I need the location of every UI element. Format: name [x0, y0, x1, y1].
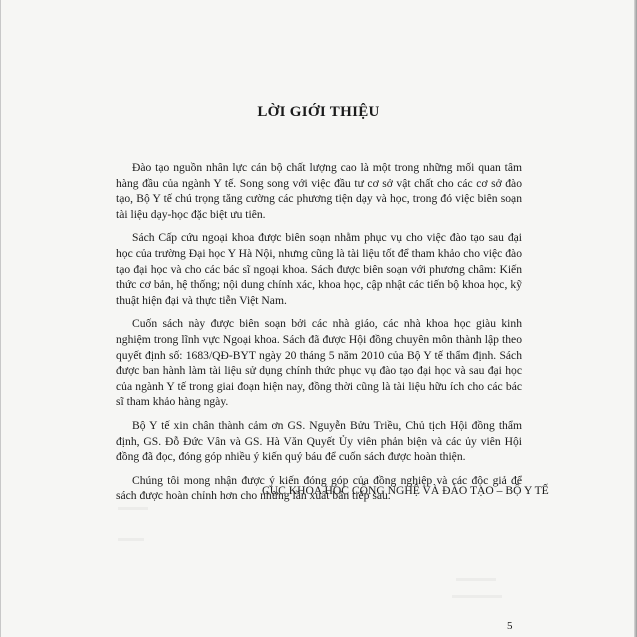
paragraph-4: Bộ Y tế xin chân thành cảm ơn GS. Nguyễn Bửu Triều, Chủ tịch Hội đồng thẩm định, GS. Đỗ Đức Vân và GS. Hà Văn Quyết Ủy viên phản biện và các ủy viên Hội đồng đã đọc, đóng góp nhiều ý kiến quý báu để cuốn sách được hoàn thiện.: [116, 418, 522, 464]
bleed-through-mark: [118, 538, 144, 541]
paragraph-1: Đào tạo nguồn nhân lực cán bộ chất lượng cao là một trong những mối quan tâm hàng đầu của ngành Y tế. Song song với việc đầu tư cơ sở vật chất cho các cơ sở đào tạo, Bộ Y tế chú trọng tăng cường các phương tiện dạy và học, trong đó việc biên soạn tài liệu dạy-học đặc biệt ưu tiên.: [116, 161, 522, 221]
paragraph-2: Sách Cấp cứu ngoại khoa được biên soạn nhằm phục vụ cho việc đào tạo sau đại học của trường Đại học Y Hà Nội, nhưng cũng là tài liệu tốt để tham khảo cho việc đào tạo đại học và cho các bác sĩ ngoại khoa. Sách được biên soạn với phương châm: Kiến thức cơ bản, hệ thống; nội dung chính xác, khoa học, cập nhật các tiến bộ khoa học, kỹ thuật hiện đại và thực tiễn Việt Nam.: [116, 231, 522, 307]
page-edge-left: [0, 0, 1, 637]
bleed-through-mark: [452, 595, 502, 598]
paragraph-5: Chúng tôi mong nhận được ý kiến đóng góp của đồng nghiệp và các độc giả để sách được hoàn chỉnh hơn cho những lần xuất bản tiếp sau.: [116, 473, 522, 503]
signature-line: CỤC KHOA HỌC CÔNG NGHỆ VÀ ĐÀO TẠO – BỘ Y TẾ: [262, 484, 549, 497]
bleed-through-mark: [456, 578, 496, 581]
page-number: 5: [507, 620, 513, 632]
introduction-body: [116, 160, 522, 512]
page-title: LỜI GIỚI THIỆU: [257, 104, 380, 120]
paragraph-3: Cuốn sách này được biên soạn bởi các nhà giáo, các nhà khoa học giàu kinh nghiệm trong lĩnh vực Ngoại khoa. Sách đã được Hội đồng chuyên môn thành lập theo quyết định số: 1683/QĐ-BYT ngày 20 tháng 5 năm 2010 của Bộ Y tế thẩm định. Sách được ban hành làm tài liệu sử dụng chính thức phục vụ đào tạo đại học và sau đại học của ngành Y tế trong giai đoạn hiện nay, đồng thời cũng là tài liệu hữu ích cho các bác sĩ tham khảo hàng ngày.: [116, 317, 522, 409]
